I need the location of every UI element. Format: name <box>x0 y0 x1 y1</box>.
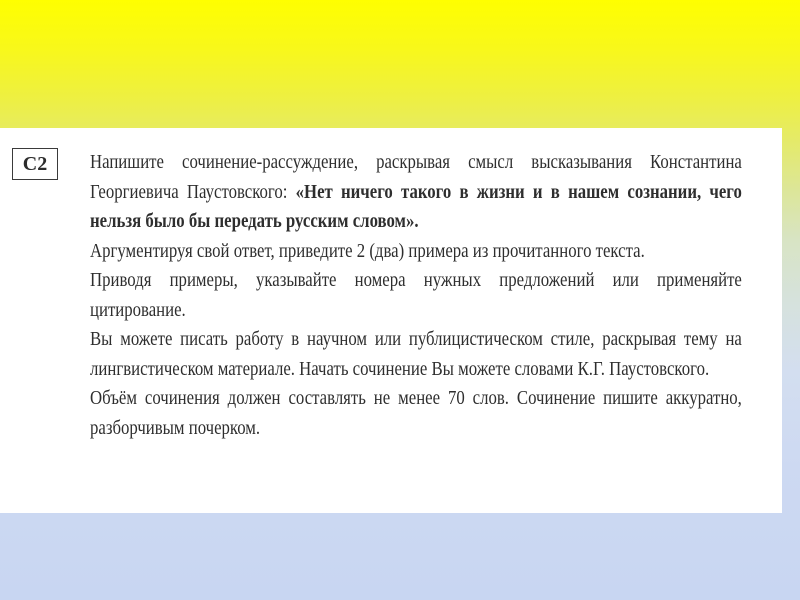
task-paragraph-prompt <box>90 148 742 237</box>
task-paragraph-length: Объём сочинения должен составлять не менее 70 слов. Сочинение пишите аккуратно, разборчивым почерком. <box>90 388 742 439</box>
task-text <box>90 148 742 443</box>
task-paragraph-examples: Приводя примеры, указывайте номера нужных предложений или применяйте цитирование. <box>90 270 742 321</box>
task-card <box>0 128 782 513</box>
task-paragraph-arguments: Аргументируя свой ответ, приведите 2 (два) примера из прочитанного текста. <box>90 240 645 262</box>
task-number-label: C2 <box>12 148 58 180</box>
task-paragraph-style: Вы можете писать работу в научном или публицистическом стиле, раскрывая тему на лингвистическом материале. Начать сочинение Вы можете словами К.Г. Паустовского. <box>90 329 742 380</box>
paustovsky-quote: «Нет ничего такого в жизни и в нашем сознании, чего нельзя было бы передать русским словом». <box>90 181 742 232</box>
prompt-intro: Напишите сочинение-рассуждение, раскрывая смысл высказывания Константина Георгиевича Паустовского: <box>90 152 742 203</box>
